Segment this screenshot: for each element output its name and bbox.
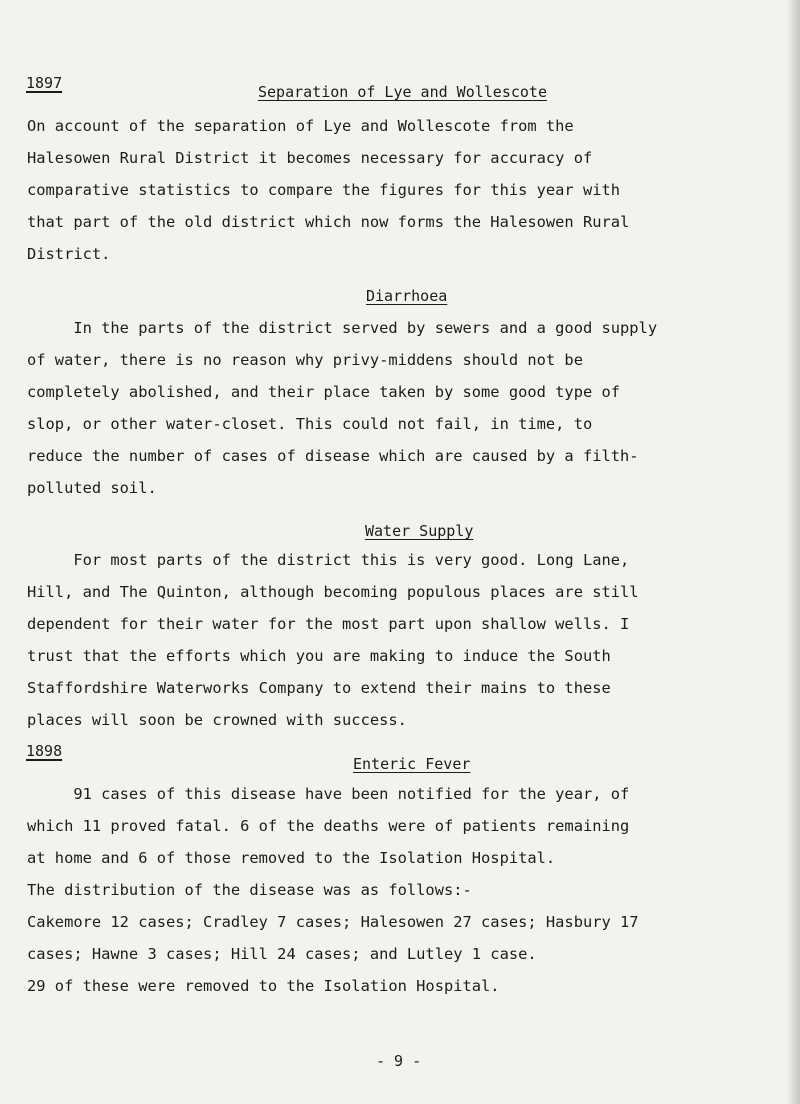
year-marker-1898: 1898 [26,742,63,760]
text-line: dependent for their water for the most part upon shallow wells. I [27,615,630,633]
text-line: slop, or other water-closet. This could not fail, in time, to [27,415,593,433]
text-line: District. [27,245,111,263]
text-line: For most parts of the district this is very good. Long Lane, [27,551,630,569]
paragraph-water-supply [27,544,777,736]
text-line: which 11 proved fatal. 6 of the deaths were of patients remaining [27,817,630,835]
heading-separation: Separation of Lye and Wollescote [258,83,547,101]
heading-water-supply: Water Supply [365,522,474,540]
text-line: of water, there is no reason why privy-middens should not be [27,351,583,369]
text-line: trust that the efforts which you are making to induce the South [27,647,611,665]
text-line: places will soon be crowned with success. [27,711,407,729]
text-line: Cakemore 12 cases; Cradley 7 cases; Halesowen 27 cases; Hasbury 17 [27,913,639,931]
text-line: reduce the number of cases of disease which are caused by a filth- [27,447,639,465]
page-edge-shadow [786,0,800,1104]
text-line: Staffordshire Waterworks Company to extend their mains to these [27,679,611,697]
text-line: On account of the separation of Lye and Wollescote from the [27,117,574,135]
text-line: polluted soil. [27,479,157,497]
year-marker-1897: 1897 [26,74,63,92]
paragraph-enteric-fever [27,778,777,1002]
text-line: completely abolished, and their place taken by some good type of [27,383,621,401]
heading-enteric-fever: Enteric Fever [353,755,471,773]
paragraph-diarrhoea [27,312,777,504]
text-line: Halesowen Rural District it becomes necessary for accuracy of [27,149,593,167]
heading-diarrhoea: Diarrhoea [366,287,448,305]
text-line: The distribution of the disease was as follows:- [27,881,472,899]
text-line: comparative statistics to compare the figures for this year with [27,181,621,199]
paragraph-separation [27,110,777,270]
text-line: cases; Hawne 3 cases; Hill 24 cases; and Lutley 1 case. [27,945,537,963]
text-line: 29 of these were removed to the Isolation Hospital. [27,977,500,995]
text-line: that part of the old district which now forms the Halesowen Rural [27,213,630,231]
text-line: at home and 6 of those removed to the Isolation Hospital. [27,849,556,867]
text-line: 91 cases of this disease have been notified for the year, of [27,785,630,803]
text-line: Hill, and The Quinton, although becoming populous places are still [27,583,639,601]
page-number: - 9 - [376,1052,422,1070]
text-line: In the parts of the district served by sewers and a good supply [27,319,658,337]
